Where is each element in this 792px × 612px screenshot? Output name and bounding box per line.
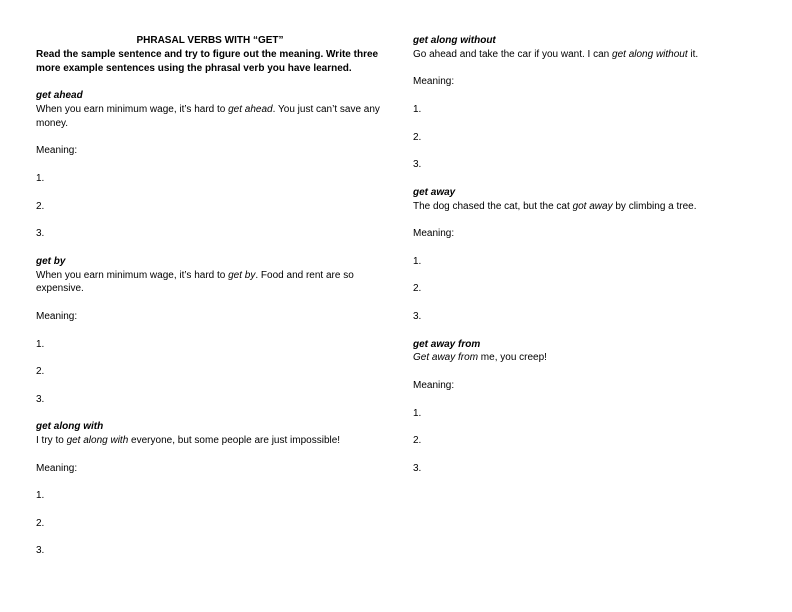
phrasal-verb-heading: get ahead <box>36 90 83 102</box>
answer-line: 2. <box>36 517 45 529</box>
answer-line: 3. <box>36 545 45 557</box>
sentence-phrase-italic: Get away from <box>413 352 479 364</box>
two-column-layout <box>36 34 764 572</box>
phrasal-verb-section <box>413 186 761 324</box>
answer-line: 1. <box>413 103 422 115</box>
sample-sentence <box>413 351 761 365</box>
left-column <box>36 34 384 572</box>
meaning-label: Meaning: <box>413 228 455 240</box>
answer-line: 3. <box>36 393 45 405</box>
sample-sentence <box>36 434 384 448</box>
sentence-text-pre: When you earn minimum wage, it’s hard to <box>36 269 229 281</box>
meaning-label: Meaning: <box>36 145 78 157</box>
sentence-text-post: everyone, but some people are just impossible! <box>128 435 341 447</box>
sentence-text-post: . Food and rent are so expensive. <box>36 269 354 295</box>
answer-line: 3. <box>413 310 422 322</box>
sentence-text-pre: Go ahead and take the car if you want. I can <box>413 48 613 60</box>
answer-line: 1. <box>36 172 45 184</box>
sentence-text-post: . You just can’t save any money. <box>36 103 380 129</box>
sentence-phrase-italic: got away <box>572 200 613 212</box>
answer-line: 2. <box>36 366 45 378</box>
sample-sentence <box>36 269 384 297</box>
sentence-phrase-italic: get ahead <box>228 103 273 115</box>
phrasal-verb-heading: get by <box>36 255 66 267</box>
answer-line: 2. <box>413 435 422 447</box>
phrasal-verb-heading: get away from <box>413 338 481 350</box>
answer-line: 2. <box>36 200 45 212</box>
answer-line: 1. <box>413 255 422 267</box>
meaning-label: Meaning: <box>413 76 455 88</box>
meaning-label: Meaning: <box>36 310 78 322</box>
sentence-phrase-italic: get along without <box>612 48 688 60</box>
answer-line: 2. <box>413 283 422 295</box>
phrasal-verb-heading: get away <box>413 186 456 198</box>
worksheet-title: PHRASAL VERBS WITH “GET” <box>136 35 284 46</box>
meaning-label: Meaning: <box>413 379 455 391</box>
sample-sentence <box>413 200 761 214</box>
phrasal-verb-section <box>413 34 761 172</box>
sentence-phrase-italic: get along with <box>66 435 129 447</box>
phrasal-verb-heading: get along without <box>413 35 496 46</box>
answer-line: 2. <box>413 131 422 143</box>
phrasal-verb-heading: get along with <box>36 421 104 433</box>
answer-line: 1. <box>413 407 422 419</box>
answer-line: 3. <box>36 228 45 240</box>
phrasal-verb-section <box>36 420 384 558</box>
sentence-text-pre: When you earn minimum wage, it’s hard to <box>36 103 229 115</box>
sentence-text-pre: I try to <box>36 435 67 447</box>
instructions-text: Read the sample sentence and try to figure out the meaning. Write three more example sentences using the phrasal verb you have learned. <box>36 48 379 74</box>
answer-line: 1. <box>36 490 45 502</box>
sentence-text-post: it. <box>687 48 699 60</box>
sentence-text-post: by climbing a tree. <box>612 200 697 212</box>
sentence-phrase-italic: get by <box>228 269 256 281</box>
sentence-text-post: me, you creep! <box>478 352 547 364</box>
sentence-text-pre: The dog chased the cat, but the cat <box>413 200 573 212</box>
sample-sentence <box>36 103 384 131</box>
phrasal-verb-section <box>413 338 761 476</box>
answer-line: 3. <box>413 462 422 474</box>
meaning-label: Meaning: <box>36 462 78 474</box>
sample-sentence <box>413 48 761 62</box>
answer-line: 1. <box>36 338 45 350</box>
phrasal-verb-section <box>36 89 384 241</box>
phrasal-verb-section <box>36 255 384 407</box>
answer-line: 3. <box>413 159 422 171</box>
right-column <box>413 34 761 572</box>
